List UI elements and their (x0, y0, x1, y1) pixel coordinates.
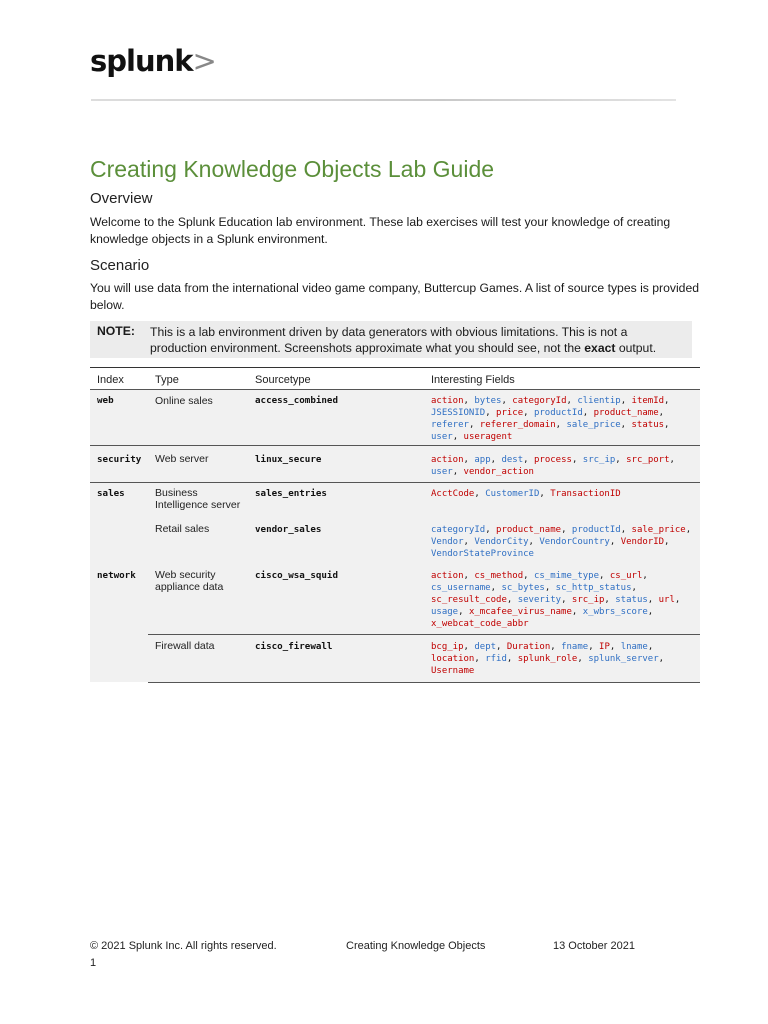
table-cell-fields: action, cs_method, cs_mime_type, cs_url, cs_username, sc_bytes, sc_http_status, sc_result_code, severity, src_ip, status, url, usage, x_mcafee_virus_name, x_wbrs_score, x_webcat_code_abbr (431, 571, 681, 629)
table-top-rule (90, 367, 700, 368)
table-cell-sourcetype: cisco_wsa_squid (255, 570, 338, 581)
field-name: product_name (593, 408, 659, 418)
table-cell-sourcetype: linux_secure (255, 454, 322, 465)
field-name: referer (431, 420, 469, 430)
field-name: cs_url (609, 571, 643, 581)
table-cell-type: Web security appliance data (155, 569, 224, 593)
field-name: user (431, 467, 453, 477)
field-name: IP (599, 642, 610, 652)
field-name: url (658, 595, 675, 605)
field-name: action (431, 571, 464, 581)
table-cell-fields: action, app, dest, process, src_ip, src_port, user, vendor_action (431, 455, 675, 477)
field-name: x_wbrs_score (582, 607, 648, 617)
field-name: lname (620, 642, 648, 652)
table-cell-type: Firewall data (155, 640, 215, 652)
table-cell-fields: AcctCode, CustomerID, TransactionID (431, 489, 621, 499)
field-name: categoryId (431, 525, 486, 535)
page-title: Creating Knowledge Objects Lab Guide (90, 156, 495, 182)
field-name: src_port (626, 455, 670, 465)
field-name: process (534, 455, 572, 465)
field-name: vendor_action (463, 467, 534, 477)
table-cell-type: Business Intelligence server (155, 487, 241, 511)
field-name: referer_domain (479, 420, 556, 430)
field-name: location (431, 654, 475, 664)
table-cell-fields: action, bytes, categoryId, clientip, itemId, JSESSIONID, price, productId, product_name, referer, referer_domain, sale_price, status, user, useragent (431, 396, 670, 442)
note-text: This is a lab environment driven by data generators with obvious limitations. This is not a production environment. Screenshots approximate what you should see, not the exact output. (150, 325, 657, 355)
table-cell-sourcetype: cisco_firewall (255, 641, 333, 652)
col-header-sourcetype: Sourcetype (255, 374, 311, 386)
table-cell-fields: bcg_ip, dept, Duration, fname, IP, lname, location, rfid, splunk_role, splunk_server, Username (431, 642, 665, 676)
field-name: severity (517, 595, 562, 605)
col-header-index: Index (97, 374, 124, 386)
field-name: cs_method (474, 571, 524, 581)
footer-copyright: © 2021 Splunk Inc. All rights reserved. (90, 940, 277, 952)
field-name: productId (571, 525, 621, 535)
table-cell-index: security (97, 454, 142, 465)
field-name: splunk_role (517, 654, 578, 664)
field-name: usage (431, 607, 459, 617)
field-name: splunk_server (588, 654, 659, 664)
overview-heading: Overview (90, 190, 153, 207)
field-name: sale_price (631, 525, 686, 535)
field-name: user (431, 432, 453, 442)
field-name: action (431, 455, 464, 465)
field-name: bytes (474, 396, 502, 406)
field-name: sc_bytes (501, 583, 545, 593)
field-name: VendorCountry (539, 537, 610, 547)
field-name: sc_http_status (555, 583, 632, 593)
field-name: VendorStateProvince (431, 549, 534, 559)
col-header-fields: Interesting Fields (431, 374, 515, 386)
field-name: Duration (506, 642, 551, 652)
field-name: TransactionID (550, 489, 621, 499)
table-cell-index: network (97, 570, 136, 581)
note-label: NOTE: (97, 324, 135, 338)
field-name: fname (561, 642, 589, 652)
field-name: productId (533, 408, 583, 418)
field-name: status (615, 595, 648, 605)
footer-page-number: 1 (90, 957, 97, 969)
field-name: VendorCity (474, 537, 529, 547)
col-header-type: Type (155, 374, 179, 386)
row-rule (148, 682, 700, 683)
field-name: AcctCode (431, 489, 475, 499)
footer-doc-title: Creating Knowledge Objects (346, 940, 486, 952)
table-cell-sourcetype: sales_entries (255, 488, 327, 499)
field-name: JSESSIONID (431, 408, 486, 418)
field-name: src_ip (571, 595, 605, 605)
note-box (90, 321, 692, 358)
field-name: sc_result_code (431, 595, 507, 605)
field-name: app (474, 455, 491, 465)
field-name: CustomerID (485, 489, 540, 499)
table-cell-index: web (97, 395, 114, 406)
field-name: cs_mime_type (533, 571, 600, 581)
field-name: VendorID (620, 537, 665, 547)
table-cell-type: Web server (155, 453, 209, 465)
field-name: useragent (463, 432, 513, 442)
field-name: x_webcat_code_abbr (431, 619, 529, 629)
field-name: price (496, 408, 524, 418)
field-name: x_mcafee_virus_name (468, 607, 572, 617)
row-rule (148, 634, 700, 635)
field-name: categoryId (512, 396, 567, 406)
field-name: Username (431, 666, 475, 676)
scenario-text: You will use data from the international video game company, Buttercup Games. A list of source types is provided below. (90, 281, 700, 312)
field-name: itemId (631, 396, 665, 406)
field-name: Vendor (431, 537, 464, 547)
table-cell-index: sales (97, 488, 125, 499)
field-name: bcg_ip (431, 642, 464, 652)
field-name: clientip (577, 396, 621, 406)
field-name: action (431, 396, 464, 406)
field-name: src_ip (582, 455, 616, 465)
field-name: dest (501, 455, 524, 465)
footer-date: 13 October 2021 (553, 940, 635, 952)
field-name: dept (474, 642, 497, 652)
field-name: product_name (496, 525, 562, 535)
overview-text: Welcome to the Splunk Education lab environment. These lab exercises will test your knowledge of creating knowledge objects in a Splunk environment. (90, 215, 671, 246)
table-cell-sourcetype: vendor_sales (255, 524, 322, 535)
field-name: rfid (485, 654, 507, 664)
table-cell-sourcetype: access_combined (255, 395, 338, 406)
field-name: cs_username (431, 583, 491, 593)
table-cell-type: Online sales (155, 395, 213, 407)
header-rule (91, 99, 676, 101)
table-cell-type: Retail sales (155, 523, 210, 535)
field-name: status (631, 420, 665, 430)
scenario-heading: Scenario (90, 257, 150, 274)
splunk-logo: splunk> (90, 44, 216, 78)
field-name: sale_price (566, 420, 621, 430)
table-cell-fields: categoryId, product_name, productId, sale_price, Vendor, VendorCity, VendorCountry, VendorID, VendorStateProvince (431, 525, 692, 559)
